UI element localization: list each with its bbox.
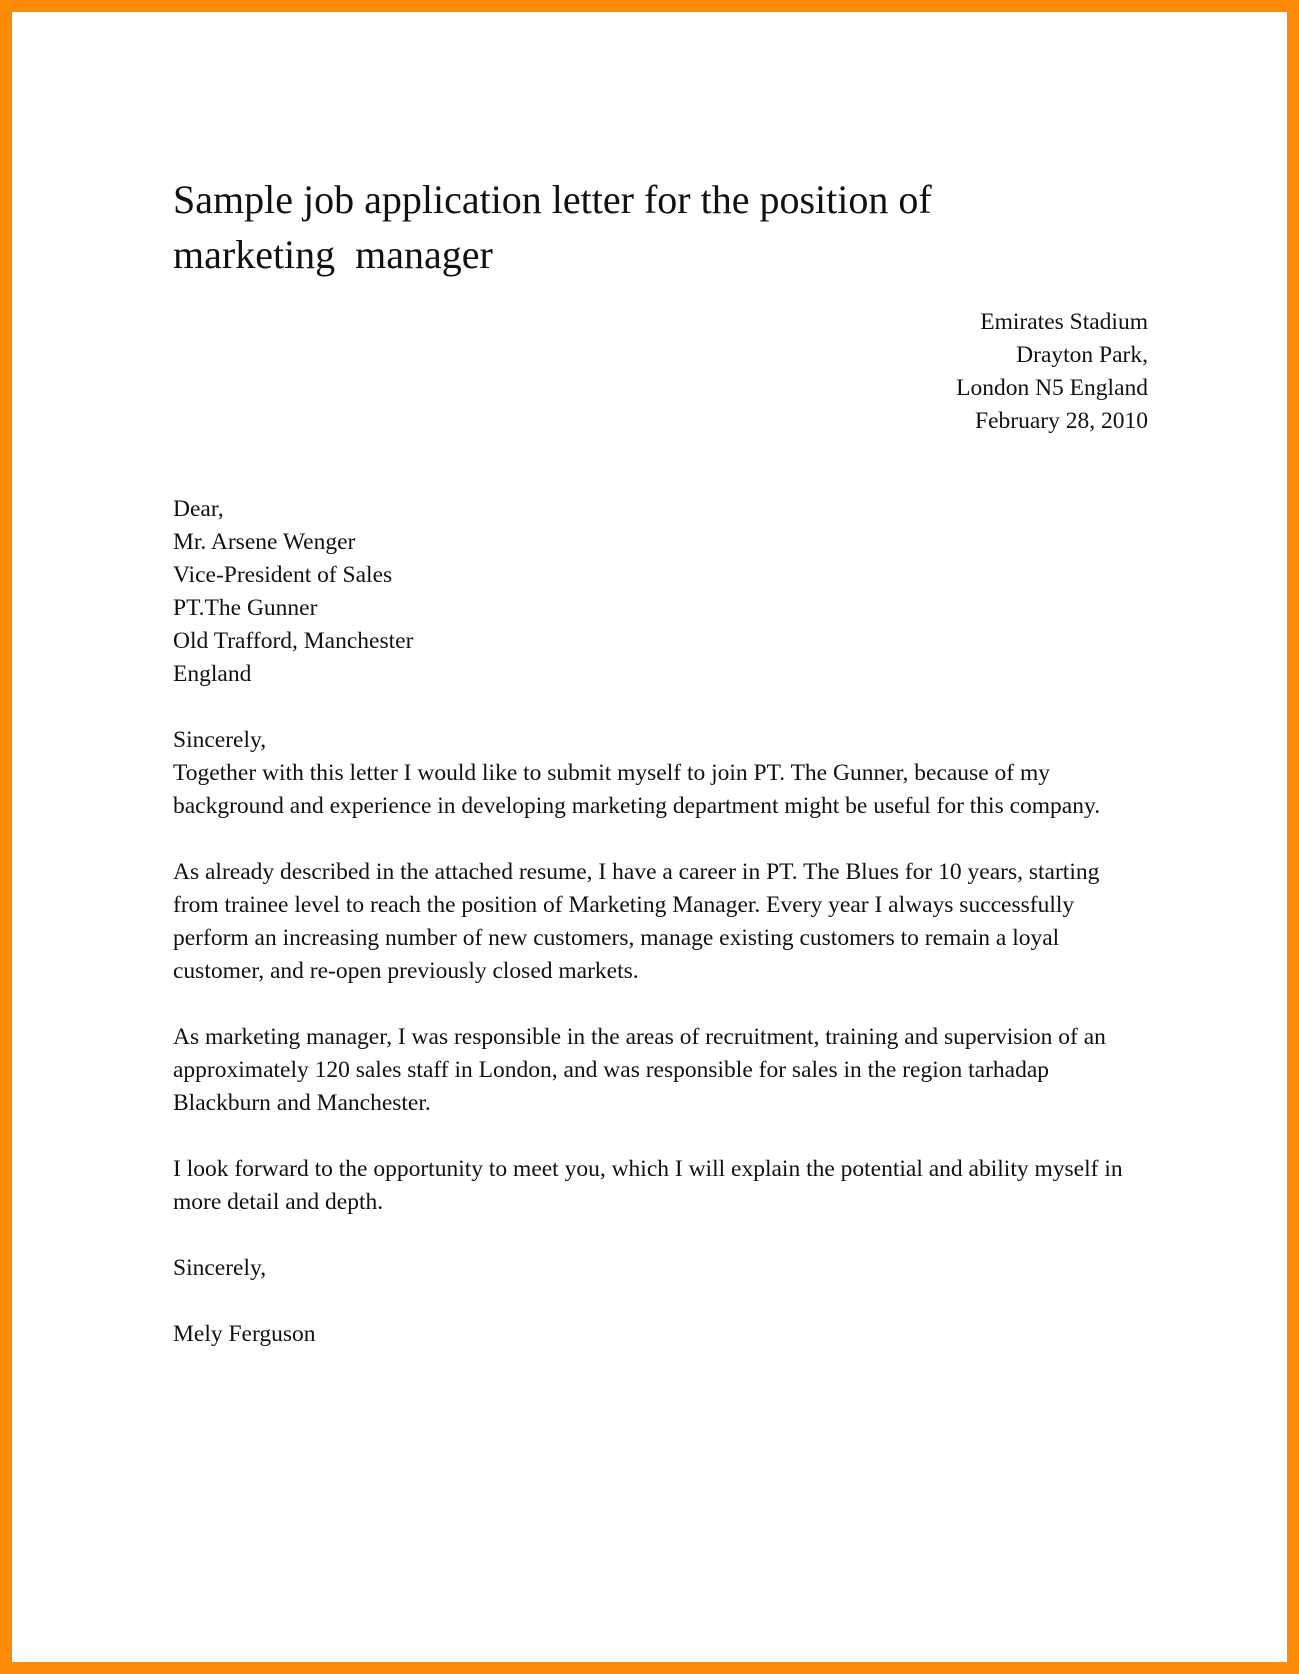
- salutation: Sincerely,: [173, 727, 267, 753]
- title-line-1: Sample job application letter for the position of: [173, 177, 932, 222]
- letter-title: [173, 172, 1148, 282]
- recipient-company: PT.The Gunner: [173, 595, 318, 621]
- sender-line: Emirates Stadium: [980, 309, 1148, 335]
- greeting: Dear,: [173, 496, 224, 522]
- letter-date: February 28, 2010: [975, 408, 1148, 434]
- sender-line: Drayton Park,: [1016, 342, 1148, 368]
- sender-address: [173, 306, 1148, 438]
- recipient-title: Vice-President of Sales: [173, 562, 393, 588]
- body-paragraph: As marketing manager, I was responsible in the areas of recruitment, training and supervision of an approximately 120 sales staff in London, and was responsible for sales in the region tarhadap Blackburn and Manchester.: [173, 1024, 1106, 1116]
- body-paragraph: I look forward to the opportunity to meet you, which I will explain the potential and ability myself in more detail and depth.: [173, 1156, 1123, 1215]
- recipient-address-line: Old Trafford, Manchester: [173, 628, 414, 654]
- recipient-name: Mr. Arsene Wenger: [173, 529, 356, 555]
- recipient-block: [173, 493, 1148, 691]
- letter-body: [173, 172, 1148, 1351]
- signature-name: Mely Ferguson: [173, 1321, 316, 1347]
- recipient-country: England: [173, 661, 252, 687]
- body-paragraph: As already described in the attached resume, I have a career in PT. The Blues for 10 years, starting from trainee level to reach the position of Marketing Manager. Every year I always successfully perform an increasing number of new customers, manage existing customers to remain a loyal customer, and re-open previously closed markets.: [173, 859, 1100, 984]
- body-paragraph: Together with this letter I would like to submit myself to join PT. The Gunner, because of my background and experience in developing marketing department might be useful for this company.: [173, 760, 1101, 819]
- sender-line: London N5 England: [956, 375, 1148, 401]
- closing: Sincerely,: [173, 1255, 267, 1281]
- title-line-2: marketing manager: [173, 232, 493, 277]
